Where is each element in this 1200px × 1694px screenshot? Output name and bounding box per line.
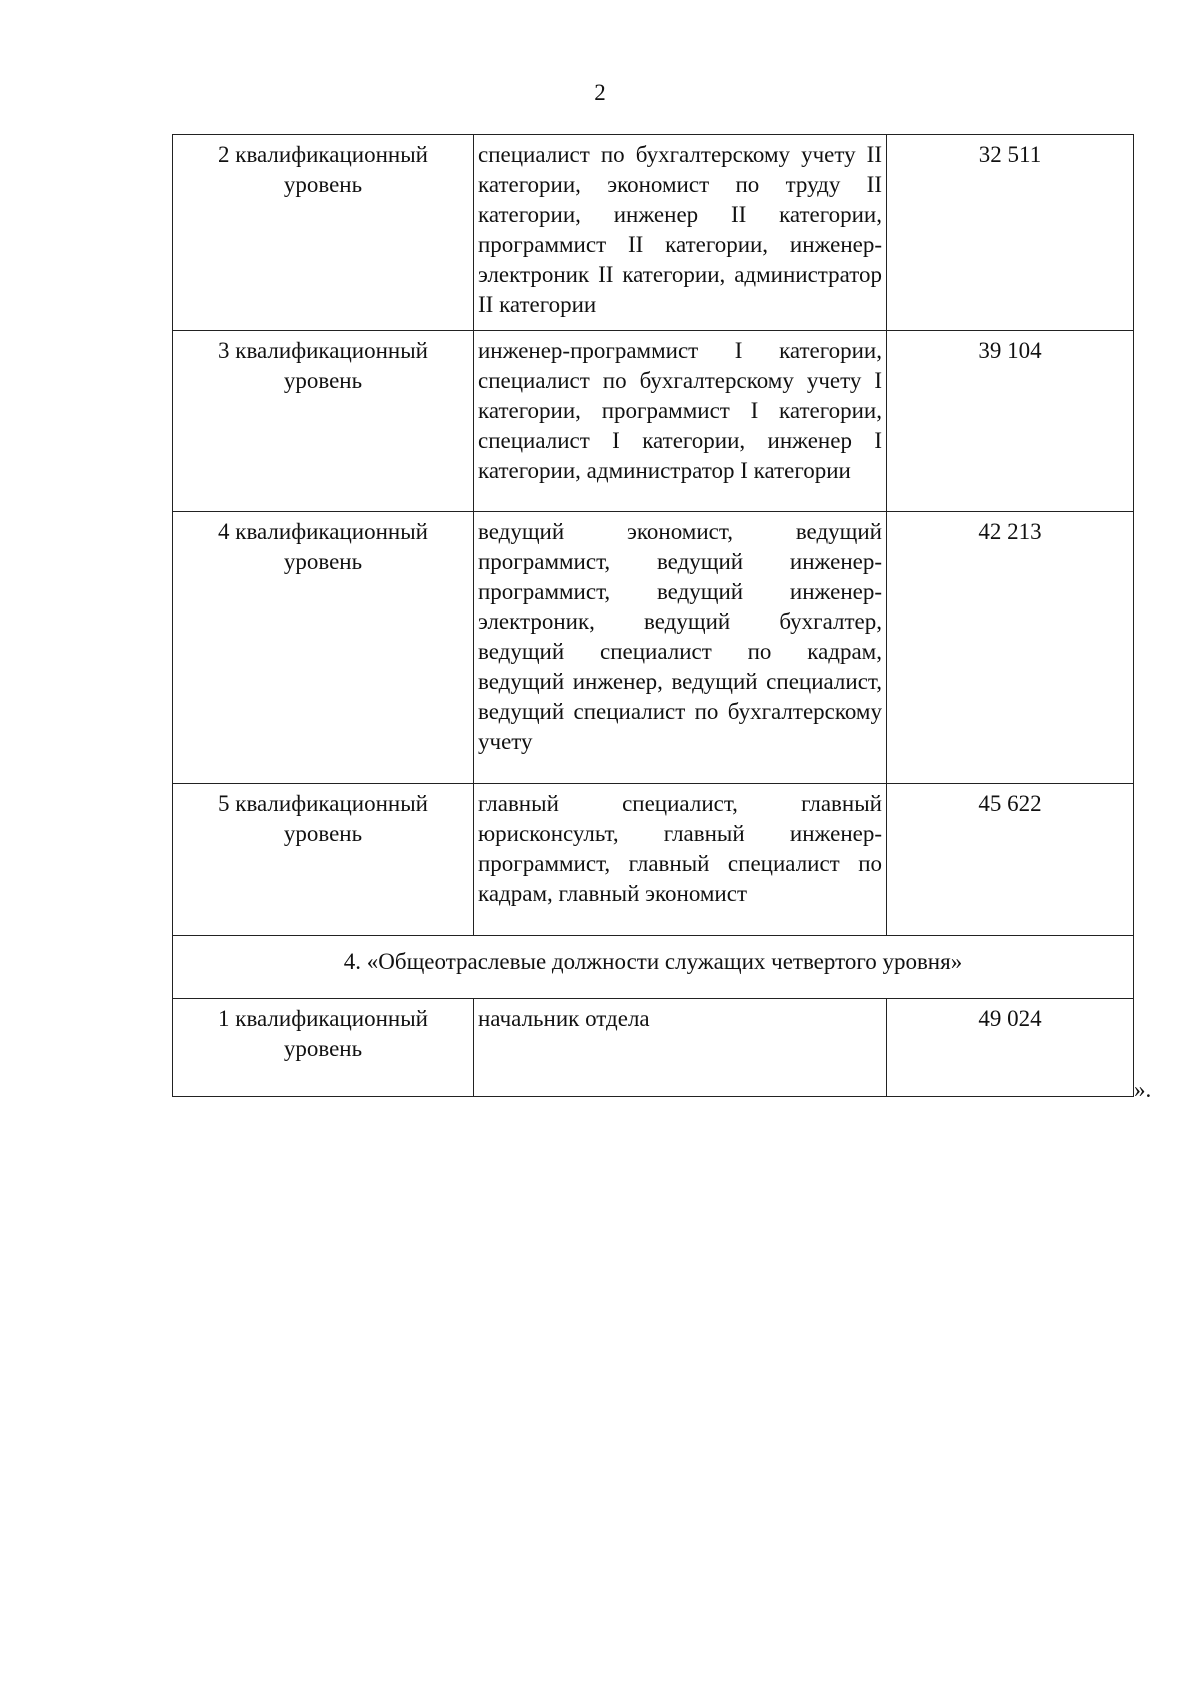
positions-cell: инженер-программист I категории, специалист по бухгалтерскому учету I категории, программист I категории, специалист I категории, инженер I категории, администратор I категории: [474, 331, 887, 512]
qualification-level-cell: 1 квалификационный уровень: [173, 999, 474, 1097]
qualification-level-cell: 4 квалификационный уровень: [173, 512, 474, 784]
positions-cell: начальник отдела: [474, 999, 887, 1097]
salary-cell: 39 104: [887, 331, 1134, 512]
qualification-level-cell: 3 квалификационный уровень: [173, 331, 474, 512]
salary-cell: 42 213: [887, 512, 1134, 784]
table-row-level-1: [173, 999, 1134, 1097]
qualification-level-cell: 5 квалификационный уровень: [173, 784, 474, 936]
salary-cell: 45 622: [887, 784, 1134, 936]
table-row-level-2: [173, 135, 1134, 331]
positions-cell: ведущий экономист, ведущий программист, ведущий инженер-программист, ведущий инженер-электроник, ведущий бухгалтер, ведущий специалист по кадрам, ведущий инженер, ведущий специалист, ведущий специалист по бухгалтерскому учету: [474, 512, 887, 784]
salary-cell: 32 511: [887, 135, 1134, 331]
table-section-row: [173, 936, 1134, 999]
qualification-level-cell: 2 квалификационный уровень: [173, 135, 474, 331]
salary-table: [172, 134, 1134, 1097]
page-number: 2: [594, 80, 606, 105]
salary-cell: 49 024: [887, 999, 1134, 1097]
table-row-level-5: [173, 784, 1134, 936]
section-title: 4. «Общеотраслевые должности служащих четвертого уровня»: [173, 936, 1134, 999]
positions-cell: специалист по бухгалтерскому учету II категории, экономист по труду II категории, инженер II категории, программист II категории, инженер-электроник II категории, администратор II категории: [474, 135, 887, 331]
closing-quote-mark: ».: [1134, 1077, 1152, 1102]
table-row-level-3: [173, 331, 1134, 512]
table-row-level-4: [173, 512, 1134, 784]
positions-cell: главный специалист, главный юрисконсульт, главный инженер-программист, главный специалист по кадрам, главный экономист: [474, 784, 887, 936]
